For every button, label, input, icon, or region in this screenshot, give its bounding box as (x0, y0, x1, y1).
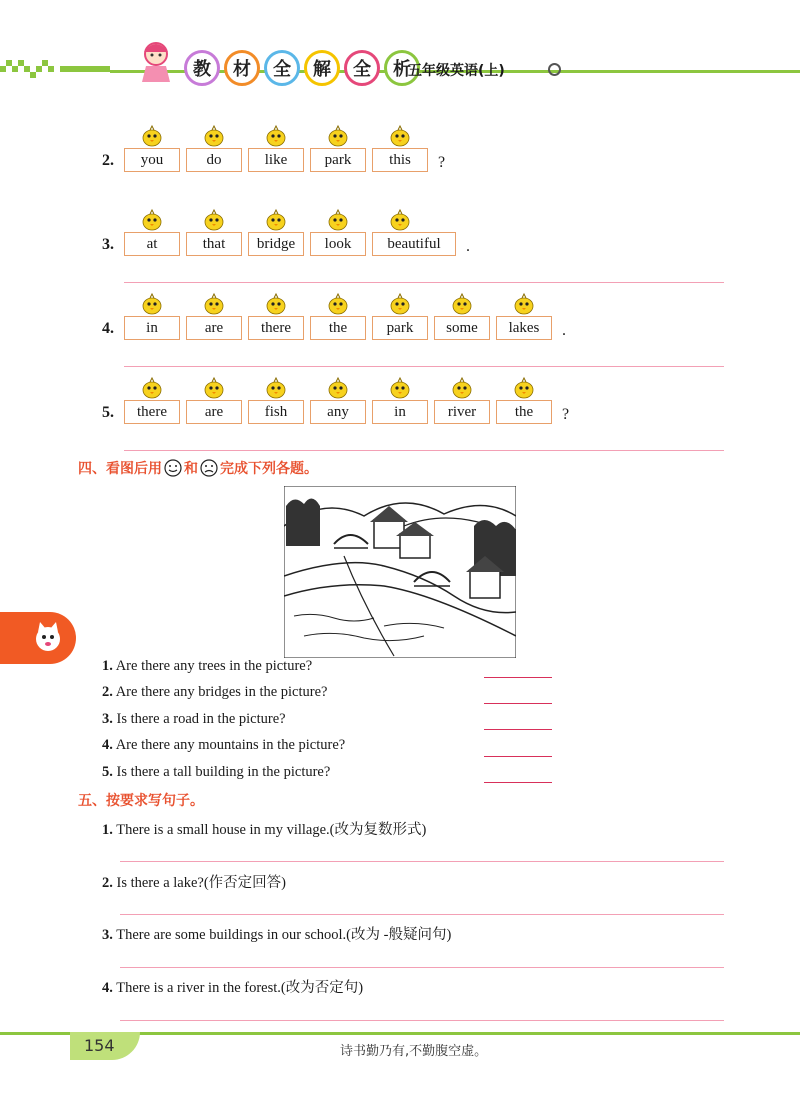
chick-icon (449, 375, 475, 399)
rewrite-item (102, 976, 363, 997)
word-card (186, 316, 242, 340)
word-text: river (447, 403, 477, 420)
word-text: you (140, 151, 164, 168)
answer-line (484, 729, 552, 730)
word-text: beautiful (387, 235, 441, 252)
section-4-heading-tail: 完成下列各题。 (220, 461, 318, 477)
word-card (186, 148, 242, 172)
chick-icon (139, 123, 165, 147)
rewrite-item (102, 818, 426, 839)
question-number: 4. (102, 737, 113, 753)
question-number: 2. (102, 684, 113, 700)
chick-icon (263, 375, 289, 399)
word-card (310, 400, 366, 424)
question-item (102, 764, 330, 781)
question-number: 5. (102, 764, 113, 780)
chick-icon (201, 207, 227, 231)
section-5-heading: 五、按要求写句子。 (78, 793, 204, 809)
word-text: fish (264, 403, 288, 420)
chick-icon (325, 375, 351, 399)
question-number: 3. (102, 711, 113, 727)
item-number: 3. (102, 927, 113, 943)
word-card (248, 316, 304, 340)
chick-icon (139, 375, 165, 399)
item-number: 4. (102, 980, 113, 996)
item-number: 1. (102, 822, 113, 838)
chick-icon (387, 291, 413, 315)
word-card (310, 148, 366, 172)
header-title-char: 析 (384, 50, 420, 86)
header-title-char: 解 (304, 50, 340, 86)
word-row (124, 232, 470, 256)
word-card (310, 232, 366, 256)
sad-face-icon (200, 459, 218, 477)
answer-line (124, 366, 724, 367)
answer-line (484, 677, 552, 678)
answer-line (124, 450, 724, 451)
punctuation: ? (438, 154, 446, 171)
word-text: there (261, 319, 291, 336)
word-card (434, 316, 490, 340)
word-card (434, 400, 490, 424)
village-picture (284, 486, 516, 658)
word-card (310, 316, 366, 340)
chick-icon (387, 375, 413, 399)
answer-line (124, 282, 724, 283)
word-card (186, 232, 242, 256)
question-text: Is there a tall building in the picture? (116, 764, 331, 780)
rewrite-item (102, 923, 451, 944)
section-4-heading-text: 四、看图后用 (78, 461, 162, 477)
word-text: do (206, 151, 222, 168)
header-title-char: 材 (224, 50, 260, 86)
word-card (248, 400, 304, 424)
question-item (102, 737, 345, 754)
word-text: look (324, 235, 352, 252)
chick-icon (139, 207, 165, 231)
chick-icon (387, 123, 413, 147)
smiley-face-icon (164, 459, 182, 477)
word-text: at (146, 235, 158, 252)
header-dot-icon (548, 63, 561, 76)
word-text: are (204, 403, 224, 420)
header-checker-decoration (0, 60, 110, 78)
punctuation: . (562, 322, 566, 339)
question-text: Is there a road in the picture? (116, 711, 286, 727)
question-item (102, 711, 286, 728)
word-text: that (202, 235, 226, 252)
chick-icon (325, 207, 351, 231)
word-card (124, 232, 180, 256)
header-title-char: 全 (264, 50, 300, 86)
question-text: Are there any mountains in the picture? (115, 737, 346, 753)
mascot-face-icon (30, 620, 66, 656)
header-subtitle: 五年级英语(上) (408, 63, 505, 79)
chick-icon (263, 291, 289, 315)
word-card (372, 400, 428, 424)
word-text: are (204, 319, 224, 336)
question-number: 5. (102, 404, 114, 421)
punctuation: ? (562, 406, 570, 423)
word-row (124, 400, 569, 424)
header-title (184, 50, 420, 86)
rewrite-item (102, 871, 286, 892)
word-card (186, 400, 242, 424)
item-text: Is there a lake?(作否定回答) (116, 875, 287, 891)
footer-quote: 诗书勤乃有,不勤腹空虚。 (340, 1044, 488, 1059)
word-text: bridge (256, 235, 296, 252)
word-text: like (264, 151, 288, 168)
chick-icon (325, 123, 351, 147)
word-text: there (137, 403, 167, 420)
question-text: Are there any bridges in the picture? (115, 684, 328, 700)
item-text: There is a river in the forest.(改为否定句) (116, 980, 364, 996)
word-text: some (446, 319, 478, 336)
word-text: park (386, 319, 414, 336)
word-card (124, 400, 180, 424)
answer-line (484, 782, 552, 783)
answer-line (120, 1020, 724, 1021)
chick-icon (201, 123, 227, 147)
word-card (124, 148, 180, 172)
word-text: this (389, 151, 411, 168)
word-text: park (324, 151, 352, 168)
word-text: in (394, 403, 406, 420)
chick-icon (449, 291, 475, 315)
chick-icon (511, 375, 537, 399)
word-card (124, 316, 180, 340)
word-text: lakes (508, 319, 540, 336)
word-text: the (328, 319, 348, 336)
item-text: There are some buildings in our school.(改为 -般疑问句) (116, 927, 452, 943)
word-card (496, 316, 552, 340)
word-row (124, 316, 566, 340)
question-number: 4. (102, 320, 114, 337)
chick-icon (387, 207, 413, 231)
word-text: any (327, 403, 349, 420)
word-card (372, 148, 428, 172)
word-card (248, 148, 304, 172)
item-number: 2. (102, 875, 113, 891)
word-card (372, 316, 428, 340)
header-title-char: 教 (184, 50, 220, 86)
chick-icon (511, 291, 537, 315)
question-text: Are there any trees in the picture? (115, 658, 313, 674)
word-text: the (514, 403, 534, 420)
mascot-girl-icon (132, 36, 180, 84)
word-card (248, 232, 304, 256)
question-number: 3. (102, 236, 114, 253)
answer-line (120, 861, 724, 862)
question-item (102, 658, 312, 675)
question-number: 2. (102, 152, 114, 169)
answer-line (484, 756, 552, 757)
header-title-char: 全 (344, 50, 380, 86)
section-4-heading-and: 和 (184, 461, 198, 477)
word-card (496, 400, 552, 424)
answer-line (120, 967, 724, 968)
chick-icon (201, 375, 227, 399)
question-item (102, 684, 327, 701)
word-card (372, 232, 456, 256)
chick-icon (201, 291, 227, 315)
page-number: 154 (84, 1036, 115, 1055)
answer-line (120, 914, 724, 915)
word-text: in (146, 319, 158, 336)
chick-icon (263, 207, 289, 231)
chick-icon (325, 291, 351, 315)
answer-line (484, 703, 552, 704)
item-text: There is a small house in my village.(改为复数形式) (116, 822, 427, 838)
punctuation: . (466, 238, 470, 255)
word-row (124, 148, 445, 172)
question-number: 1. (102, 658, 113, 674)
section-4-heading (78, 458, 318, 478)
chick-icon (263, 123, 289, 147)
chick-icon (139, 291, 165, 315)
